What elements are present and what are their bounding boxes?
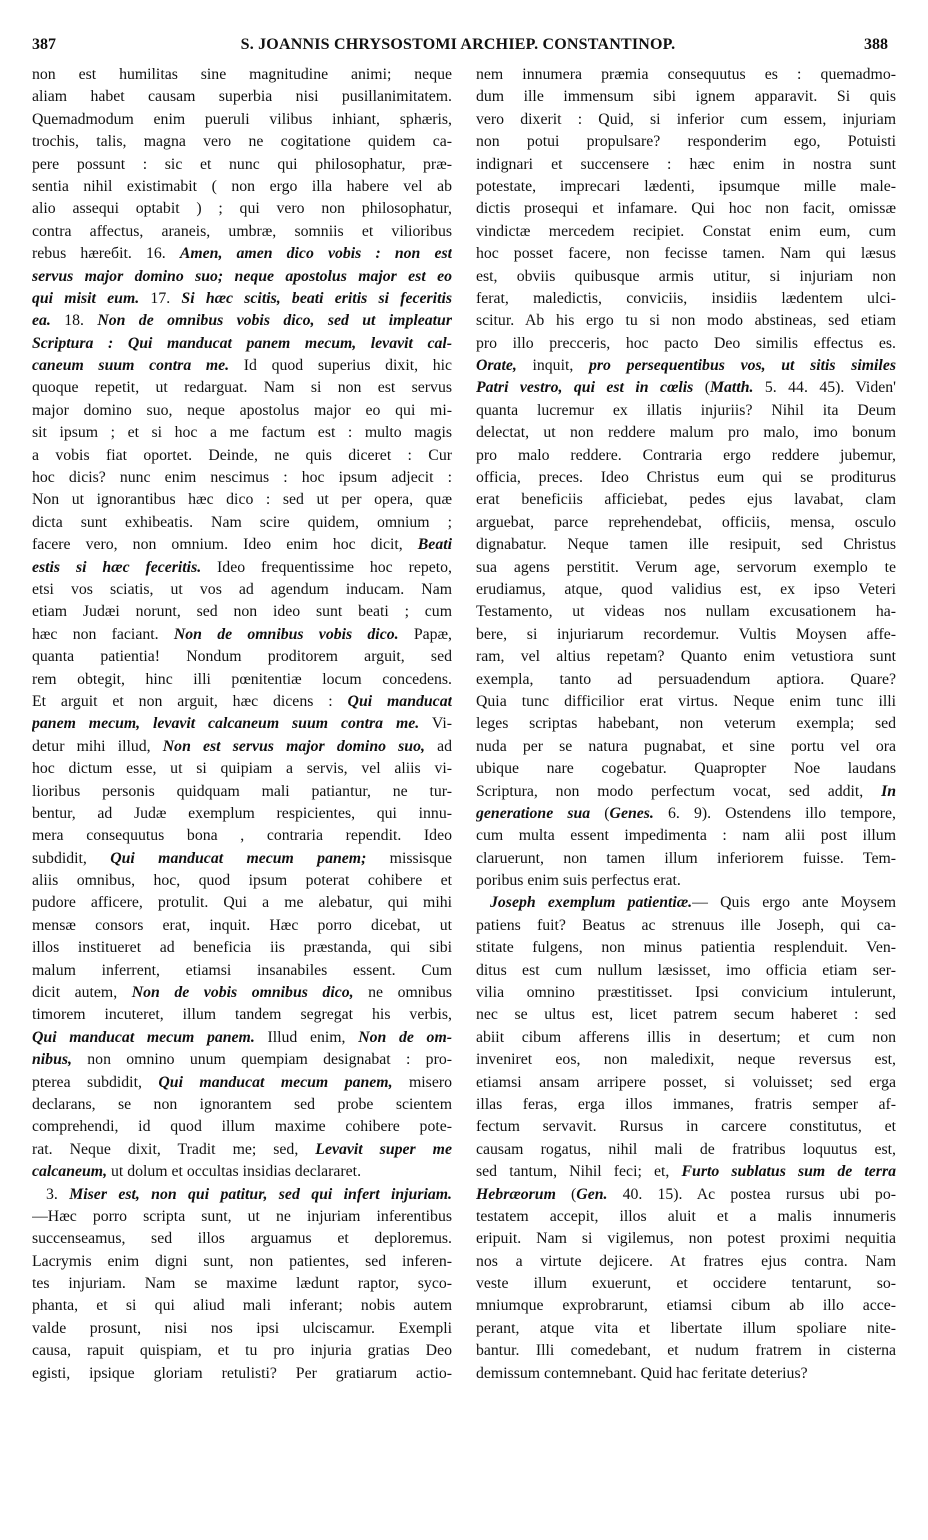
- text-line: [32, 803, 452, 825]
- text-line: [476, 86, 896, 108]
- text-line: [476, 1161, 896, 1183]
- text-line: [32, 1251, 452, 1273]
- text-line: [32, 534, 452, 556]
- text-run: comprehendi, id quod illum maxime cohibere pote-: [32, 1118, 452, 1136]
- text-run: aliam habet causam superbia nisi pusillanimitatem.: [32, 88, 452, 106]
- text-run: inveniret eos, non maledixit, neque reversus est,: [476, 1051, 896, 1069]
- text-line: [32, 892, 452, 914]
- text-line: [32, 624, 452, 646]
- italic-text: calcaneum,: [32, 1163, 108, 1181]
- text-run: ad: [424, 737, 452, 755]
- text-run: (: [693, 379, 710, 397]
- italic-text: Genes.: [609, 804, 654, 822]
- text-line: [476, 669, 896, 691]
- text-line: [476, 892, 896, 914]
- text-line: [32, 870, 452, 892]
- italic-text: Qui manducat mecum panem.: [32, 1028, 255, 1046]
- page-number-right: 388: [864, 36, 888, 53]
- text-run: vilia omnino præstitisset. Ipsi convicium intulerunt,: [476, 984, 896, 1002]
- italic-text: estis si hæc feceritis.: [32, 558, 202, 576]
- text-line: [32, 1363, 452, 1385]
- text-line: [32, 1072, 452, 1094]
- text-run: mera consequutus bona , contraria rependit. Ideo: [32, 827, 452, 845]
- text-run: valde prosunt, nisi nos ipsi ulciscamur. Exempli: [32, 1319, 452, 1337]
- italic-text: Orate,: [476, 357, 517, 375]
- text-run: mensæ consors erat, inquit. Hæc porro dicebat, ut: [32, 916, 452, 934]
- text-line: [476, 445, 896, 467]
- text-run: erudiamus, atque, quod validius est, ex ipso Veteri: [476, 580, 896, 598]
- text-line: [476, 131, 896, 153]
- text-line: [476, 400, 896, 422]
- text-run: timorem incuteret, illum tandem segregat his verbis,: [32, 1006, 452, 1024]
- text-run: etiam Judæi norunt, sed non ideo sunt beati ; cum: [32, 603, 452, 621]
- text-line: [32, 691, 452, 713]
- text-line: [476, 221, 896, 243]
- text-run: dictis prosequi et infamare. Qui hoc non facit, omissæ: [476, 200, 896, 218]
- text-line: [32, 1318, 452, 1340]
- text-line: [476, 557, 896, 579]
- text-run: claruerunt, non tamen illum inferiorem fuisse. Tem-: [476, 849, 896, 867]
- text-line: [32, 937, 452, 959]
- text-line: [476, 355, 896, 377]
- text-run: 17.: [139, 289, 182, 307]
- text-line: [32, 1027, 452, 1049]
- text-line: [476, 982, 896, 1004]
- text-run: nuda per se natura pugnabat, et sine portu vel ora: [476, 737, 896, 755]
- text-run: arguebat, parce reprehendebat, officiis, mensa, osculo: [476, 513, 896, 531]
- italic-text: servus major domino suo; neque apostolus major est eo: [32, 267, 452, 285]
- running-title: S. JOANNIS CHRYSOSTOMI ARCHIEP. CONSTANTINOP.: [240, 36, 676, 53]
- text-line: [476, 512, 896, 534]
- text-line: [32, 1116, 452, 1138]
- italic-text: qui misit eum.: [32, 289, 140, 307]
- italic-text: Gen.: [576, 1185, 608, 1203]
- text-run: stitate fulgens, non minus patientia resplenduit. Ven-: [476, 939, 896, 957]
- italic-text: Non est servus major domino suo,: [162, 737, 425, 755]
- italic-text: ea.: [32, 312, 51, 330]
- text-line: [476, 691, 896, 713]
- italic-text: panem mecum, levavit calcaneum suum contra me.: [32, 715, 420, 733]
- text-run: dum ille immensum sibi ignem apparavit. Si quis: [476, 88, 896, 106]
- text-run: fectum servavit. Rursus in carcere constitutus, et: [476, 1118, 896, 1136]
- italic-text: Si hæc scitis, beati eritis si feceritis: [181, 289, 452, 307]
- text-run: subdidit,: [32, 849, 111, 867]
- text-line: [32, 960, 452, 982]
- text-line: [476, 960, 896, 982]
- text-run: inquit,: [516, 357, 589, 375]
- text-run: officia, preces. Ideo Christus eum qui se proditurus: [476, 469, 896, 487]
- text-line: [476, 937, 896, 959]
- text-line: [476, 1072, 896, 1094]
- italic-text: Non de vobis omnibus dico,: [131, 984, 354, 1002]
- text-line: [476, 1318, 896, 1340]
- text-line: [32, 489, 452, 511]
- text-run: illos institueret ad beneficia iis præstanda, qui sibi: [32, 939, 452, 957]
- text-line: [476, 825, 896, 847]
- text-run: sua agens perstitit. Verum age, servorum exemplo te: [476, 558, 896, 576]
- italic-text: Amen, amen dico vobis : non est: [179, 245, 452, 263]
- text-line: [32, 176, 452, 198]
- italic-text: Qui manducat mecum panem,: [158, 1073, 393, 1091]
- text-run: etsi vos sciatis, ut vos ad agendum inducam. Nam: [32, 580, 452, 598]
- text-run: non potui propulsare? responderim ego, Potuisti: [476, 133, 896, 151]
- text-line: [32, 848, 452, 870]
- text-line: [32, 467, 452, 489]
- text-line: [476, 713, 896, 735]
- text-run: ubique nare cogebatur. Quapropter Noe laudans: [476, 760, 896, 778]
- text-line: [32, 221, 452, 243]
- text-run: causa, rapuit quispiam, et tu pro injuria gratias Deo: [32, 1342, 452, 1360]
- text-line: [32, 1295, 452, 1317]
- text-run: hoc dictum esse, ut si quipiam a servis, vel aliis vi-: [32, 760, 452, 778]
- text-run: mniumque exprobrarunt, etiamsi cibum ab illo acce-: [476, 1297, 896, 1315]
- text-run: (: [555, 1185, 577, 1203]
- text-run: —Hæc porro scripta sunt, ut ne injuriam inferentibus: [32, 1207, 452, 1225]
- text-line: [476, 377, 896, 399]
- text-run: rebus hæreбit. 16.: [32, 245, 180, 263]
- text-run: Non ut ignorantibus hæc dico : sed ut per opera, quæ: [32, 491, 452, 509]
- text-line: [32, 355, 452, 377]
- italic-text: Levavit super me: [315, 1140, 452, 1158]
- page-number-left: 387: [32, 36, 56, 53]
- text-line: [32, 198, 452, 220]
- text-line: [32, 1139, 452, 1161]
- text-line: [32, 266, 452, 288]
- text-line: [32, 781, 452, 803]
- text-run: 6. 9). Ostendens illo tempore,: [653, 804, 896, 822]
- text-line: [476, 1094, 896, 1116]
- italic-text: Beati: [417, 536, 452, 554]
- text-line: [476, 1004, 896, 1026]
- text-run: erat beneficiis afficiebat, pedes ejus lavabat, clam: [476, 491, 896, 509]
- text-run: sit ipsum ; et si hoc a me factum est : multo magis: [32, 424, 452, 442]
- italic-text: Qui manducat mecum panem;: [110, 849, 367, 867]
- text-line: [32, 400, 452, 422]
- text-run: contra affectus, araneis, umbræ, somniis et vilioribus: [32, 222, 452, 240]
- text-run: quanta lucremur ex illatis injuriis? Nihil ita Deum: [476, 401, 896, 419]
- text-run: quanta patientia! Nondum proditorem arguit, sed: [32, 648, 452, 666]
- text-run: a vobis fiat oportet. Deinde, ne quis diceret : Cur: [32, 446, 452, 464]
- text-run: Vi-: [419, 715, 452, 733]
- text-run: sed tantum, Nihil feci; et,: [476, 1163, 682, 1181]
- text-line: [32, 736, 452, 758]
- text-line: [32, 669, 452, 691]
- text-run: facere vero, non omnium. Ideo enim hoc dicit,: [32, 536, 418, 554]
- text-line: [32, 333, 452, 355]
- text-run: bantur. Illi comedebant, et nudum fratrem in cisterna: [476, 1342, 896, 1360]
- text-run: pro illo precceris, hoc pacto Deo similis effectus es.: [476, 334, 896, 352]
- text-run: nec se ultus est, licet patrem secum haberet : sed: [476, 1006, 896, 1024]
- text-line: [476, 467, 896, 489]
- text-run: 3.: [46, 1185, 70, 1203]
- text-line: [32, 1206, 452, 1228]
- text-run: misero: [392, 1073, 452, 1091]
- text-line: [476, 624, 896, 646]
- text-line: [476, 333, 896, 355]
- text-line: [32, 377, 452, 399]
- italic-text: pro persequentibus vos, ut sitis similes: [588, 357, 896, 375]
- text-line: [32, 1161, 452, 1183]
- text-run: alio assequi optabit ) ; qui vero non philosophatur,: [32, 200, 452, 218]
- text-line: [32, 601, 452, 623]
- text-line: [476, 781, 896, 803]
- text-run: vindictæ mercedem recipiet. Constat enim eum, cum: [476, 222, 896, 240]
- text-run: major domino suo, neque apostolus major eo qui mi-: [32, 401, 452, 419]
- text-run: Testamento, ut videas nos nullam excusationem ha-: [476, 603, 896, 621]
- italic-text: Hebræorum: [476, 1185, 556, 1203]
- italic-text: Qui manducat: [347, 692, 452, 710]
- text-line: [476, 1116, 896, 1138]
- italic-text: Patri vestro, qui est in cœlis: [476, 379, 694, 397]
- right-text-column: [476, 64, 896, 1385]
- text-line: [476, 176, 896, 198]
- text-line: [32, 1049, 452, 1071]
- italic-text: caneum suum contra me.: [32, 357, 230, 375]
- text-line: [476, 1206, 896, 1228]
- text-line: [476, 1049, 896, 1071]
- italic-text: Non de omnibus vobis dico.: [173, 625, 399, 643]
- italic-text: In: [881, 782, 896, 800]
- text-run: cum multa essent impedimenta : nam alii post illum: [476, 827, 896, 845]
- text-run: bentur, ad Judæ exemplum respicientes, qui innu-: [32, 804, 452, 822]
- text-line: [476, 870, 896, 892]
- text-run: etiamsi ansam arripere posset, si voluisset; sed erga: [476, 1073, 896, 1091]
- text-run: pudore afficere, protulit. Qui a me alebatur, qui mihi: [32, 894, 452, 912]
- text-run: ditus est cum nullum læsisset, imo officia etiam ser-: [476, 961, 896, 979]
- text-line: [32, 1228, 452, 1250]
- text-run: pro malo reddere. Contraria ergo reddere jubemur,: [476, 446, 896, 464]
- text-run: nos a virtute dejicere. At fratres ejus contra. Nam: [476, 1252, 896, 1270]
- italic-text: Miser est, non qui patitur, sed qui infert injuriam.: [69, 1185, 452, 1203]
- text-run: Scriptura, non modo perfectum vocat, sed addit,: [476, 782, 882, 800]
- text-line: [476, 422, 896, 444]
- text-run: potestate, imprecari lædenti, ipsumque mille male-: [476, 177, 896, 195]
- text-line: [32, 154, 452, 176]
- text-line: [32, 1184, 452, 1206]
- text-line: [476, 310, 896, 332]
- italic-text: nibus,: [32, 1051, 72, 1069]
- text-run: scitur. Ab his ergo tu si non modo abstineas, sed etiam: [476, 312, 896, 330]
- text-run: Quia tunc difficilior erat virtus. Neque enim tunc illi: [476, 692, 896, 710]
- text-run: malum inferrent, etiamsi insanabiles essent. Cum: [32, 961, 452, 979]
- text-run: indignari et succensere : hæc enim in nostra sunt: [476, 155, 896, 173]
- italic-text: Matth.: [709, 379, 754, 397]
- text-line: [476, 154, 896, 176]
- italic-text: Joseph exemplum patientiæ.: [490, 894, 693, 912]
- text-run: dicta sunt exhibeatis. Nam scire quidem, omnium ;: [32, 513, 452, 531]
- text-run: eripuit. Nam si vigilemus, non potest proximi nequitia: [476, 1230, 896, 1248]
- text-run: ferat, maledictis, conviciis, insidiis lædentem ulci-: [476, 289, 896, 307]
- text-run: non omnino unum quempiam designabat : pro-: [71, 1051, 452, 1069]
- text-line: [32, 422, 452, 444]
- text-run: exempla, tanto ad persuadendum aptiora. Quare?: [476, 670, 896, 688]
- text-run: dignabatur. Neque tamen ille resipuit, sed Christus: [476, 536, 896, 554]
- text-line: [476, 1340, 896, 1362]
- text-line: [32, 445, 452, 467]
- text-line: [32, 64, 452, 86]
- text-run: testatem accepit, illos aluit et a malis innumeris: [476, 1207, 896, 1225]
- text-line: [476, 601, 896, 623]
- text-line: [476, 1139, 896, 1161]
- text-line: [32, 982, 452, 1004]
- text-run: veste illum exuerunt, et occidere tentarunt, so-: [476, 1275, 896, 1293]
- text-line: [32, 109, 452, 131]
- text-run: Lacrymis enim digni sunt, non patientes, sed inferen-: [32, 1252, 452, 1270]
- text-run: hoc posset facere, non fecisse tamen. Nam qui læsus: [476, 245, 896, 263]
- text-line: [32, 86, 452, 108]
- text-run: Papæ,: [398, 625, 452, 643]
- text-line: [32, 243, 452, 265]
- text-line: [32, 1094, 452, 1116]
- text-run: egisti, ipsique gloriam retulisti? Per gratiarum actio-: [32, 1364, 452, 1382]
- left-text-column: [32, 64, 452, 1385]
- text-line: [476, 803, 896, 825]
- text-run: — Quis ergo ante Moysem: [692, 894, 896, 912]
- text-run: non est humilitas sine magnitudine animi; neque: [32, 66, 452, 83]
- text-line: [476, 758, 896, 780]
- text-run: causam rogatus, nihil mali de fratribus loquutus est,: [476, 1140, 896, 1158]
- text-run: Illud enim,: [254, 1028, 359, 1046]
- text-run: 5. 44. 45). Viden': [753, 379, 896, 397]
- text-run: Quemadmodum enim pueruli vilibus inhiant, sphæris,: [32, 110, 452, 128]
- text-run: detur mihi illud,: [32, 737, 163, 755]
- text-line: [476, 579, 896, 601]
- text-line: [32, 1340, 452, 1362]
- text-run: declarans, se non ignorantem sed probe scientem: [32, 1095, 452, 1113]
- italic-text: Scriptura : Qui manducat panem mecum, levavit cal-: [32, 334, 452, 352]
- text-run: phanta, et si qui aliud mali inferant; nobis autem: [32, 1297, 452, 1315]
- text-line: [476, 1295, 896, 1317]
- text-line: [476, 646, 896, 668]
- text-run: quoque repetit, ut redarguat. Nam si non est servus: [32, 379, 452, 397]
- text-line: [32, 1273, 452, 1295]
- text-run: illas feras, erga illos immanes, fratris semper af-: [476, 1095, 896, 1113]
- text-run: rem obtegit, hinc illi pœnitentiæ locum concedens.: [32, 670, 452, 688]
- text-run: Id quod superius dixit, hic: [229, 357, 452, 375]
- text-line: [32, 1004, 452, 1026]
- text-line: [476, 1251, 896, 1273]
- text-run: leges scriptas habebant, non veterum exempla; sed: [476, 715, 896, 733]
- text-run: tes injuriam. Nam se maxime lædunt raptor, syco-: [32, 1275, 452, 1293]
- text-line: [32, 646, 452, 668]
- text-line: [476, 534, 896, 556]
- text-run: bere, si injuriarum recordemur. Vultis Moysen affe-: [476, 625, 896, 643]
- text-run: rat. Neque dixit, Tradit me; sed,: [32, 1140, 316, 1158]
- text-run: (: [590, 804, 610, 822]
- text-line: [476, 198, 896, 220]
- text-run: succenseamus, sed illos arguamus et deploremus.: [32, 1230, 452, 1248]
- text-run: ne omnibus: [353, 984, 452, 1002]
- text-line: [32, 557, 452, 579]
- text-line: [476, 736, 896, 758]
- text-run: Et arguit et non arguit, hæc dicens :: [32, 692, 348, 710]
- text-run: delectat, ut non reddere malum pro malo, imo bonum: [476, 424, 896, 442]
- text-line: [476, 288, 896, 310]
- text-line: [476, 848, 896, 870]
- text-run: dicit autem,: [32, 984, 132, 1002]
- text-line: [32, 131, 452, 153]
- running-header: [28, 36, 888, 60]
- text-run: sentia nihil existimabit ( non ergo illa habere vel ab: [32, 177, 452, 195]
- text-run: abiit cibum afferens illis in desertum; et cum non: [476, 1028, 896, 1046]
- text-run: poribus enim suis perfectus erat.: [476, 872, 681, 890]
- text-line: [476, 1228, 896, 1250]
- text-run: ram, vel altius repetam? Quanto enim vetustiora sunt: [476, 648, 896, 666]
- text-line: [32, 512, 452, 534]
- text-run: missisque: [366, 849, 452, 867]
- text-run: ut dolum et occultas insidias declararet.: [107, 1163, 362, 1181]
- text-run: nem innumera præmia consequutus es : quemadmo-: [476, 66, 896, 83]
- text-line: [476, 109, 896, 131]
- text-run: patiens fuit? Beatus ac strenuus ille Joseph, qui ca-: [476, 916, 896, 934]
- text-run: vero dixerit : Quid, si inferior cum essem, injuriam: [476, 110, 896, 128]
- italic-text: Non de om-: [358, 1028, 452, 1046]
- text-run: trochis, talis, magna vero ne cogitatione quidem ca-: [32, 133, 452, 151]
- text-run: Ideo frequentissime hoc repeto,: [201, 558, 452, 576]
- text-line: [476, 1027, 896, 1049]
- text-line: [32, 825, 452, 847]
- text-line: [476, 489, 896, 511]
- text-run: est, obviis quibusque armis utitur, si injuriam non: [476, 267, 896, 285]
- text-line: [32, 713, 452, 735]
- text-run: perant, atque vita et libertate illum spoliare nite-: [476, 1319, 896, 1337]
- text-run: 18.: [50, 312, 98, 330]
- text-run: pere possunt : sic et nunc qui philosophatur, præ-: [32, 155, 452, 173]
- text-line: [476, 1363, 896, 1385]
- text-line: [32, 579, 452, 601]
- text-run: hoc dicis? nunc enim nescimus : hoc ipsum adjecit :: [32, 469, 452, 487]
- text-run: hæc non faciant.: [32, 625, 174, 643]
- text-line: [476, 1184, 896, 1206]
- text-line: [476, 915, 896, 937]
- text-line: [32, 288, 452, 310]
- text-run: pterea subdidit,: [32, 1073, 159, 1091]
- text-line: [476, 64, 896, 86]
- text-run: 40. 15). Ac postea rursus ubi po-: [607, 1185, 896, 1203]
- text-run: demissum contemnebant. Quid hac feritate deterius?: [476, 1364, 808, 1382]
- text-line: [476, 1273, 896, 1295]
- text-run: lioribus personis quidquam mali patiantur, ne tur-: [32, 782, 452, 800]
- text-line: [32, 310, 452, 332]
- text-line: [32, 758, 452, 780]
- italic-text: Non de omnibus vobis dico, sed ut impleatur: [97, 312, 452, 330]
- text-run: aliis omnibus, hoc, quod ipsum poterat cohibere et: [32, 872, 452, 890]
- text-line: [476, 243, 896, 265]
- text-line: [476, 266, 896, 288]
- italic-text: Furto sublatus sum de terra: [681, 1163, 896, 1181]
- italic-text: generatione sua: [476, 804, 591, 822]
- text-line: [32, 915, 452, 937]
